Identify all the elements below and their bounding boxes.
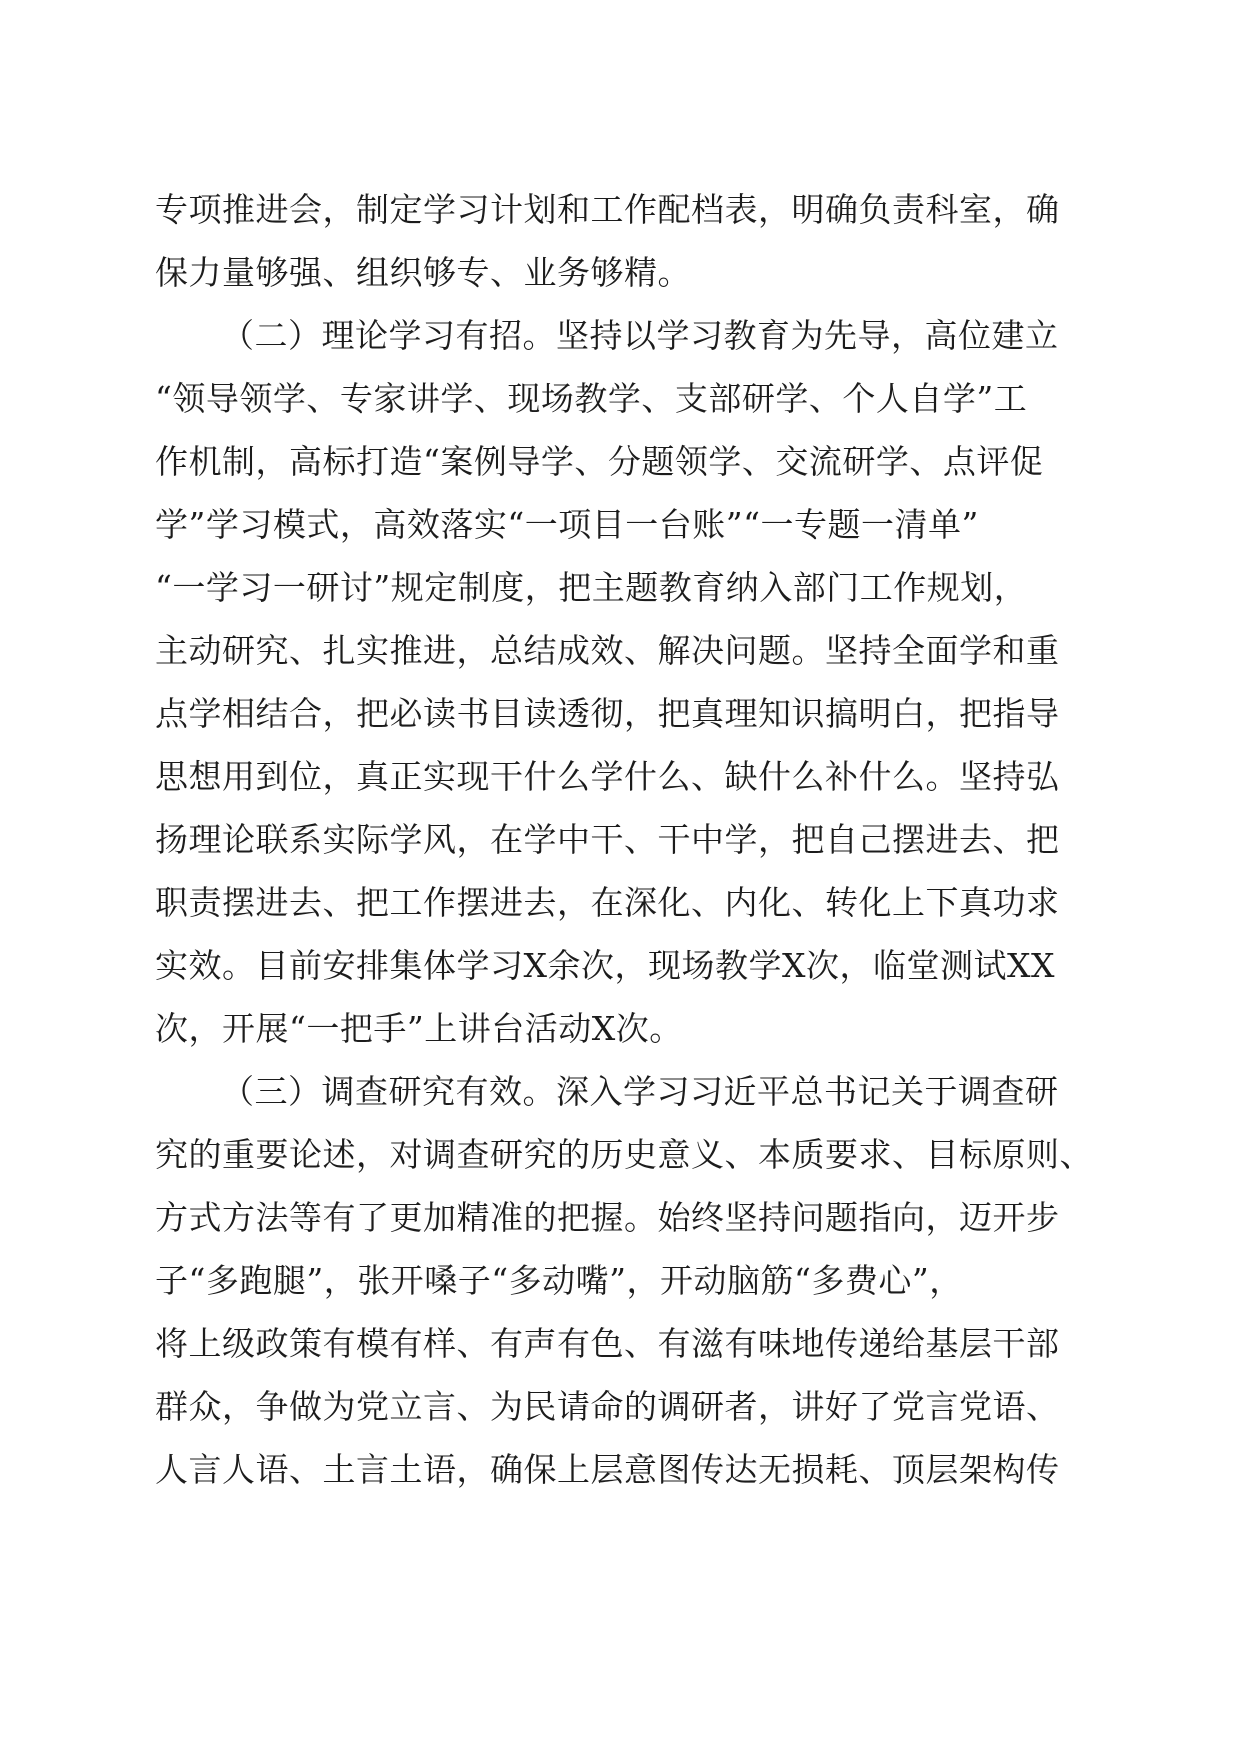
text-line: 专项推进会，制定学习计划和工作配档表，明确负责科室，确 [155,190,1060,229]
body-text [155,188,1095,1511]
text-line: 群众，争做为党立言、为民请命的调研者，讲好了党言党语、 [155,1387,1060,1426]
text-line: 职责摆进去、把工作摆进去，在深化、内化、转化上下真功求 [155,883,1060,922]
text-line: “一学习一研讨”规定制度，把主题教育纳入部门工作规划， [155,568,1028,607]
text-line: 方式方法等有了更加精准的把握。始终坚持问题指向，迈开步 [155,1198,1060,1237]
text-line: 究的重要论述，对调查研究的历史意义、本质要求、目标原则、 [155,1135,1093,1174]
text-line: 子“多跑腿”，张开嗓子“多动嘴”，开动脑筋“多费心”， [155,1261,963,1300]
text-line: 作机制，高标打造“案例导学、分题领学、交流研学、点评促 [155,442,1044,481]
section-heading-line: （二）理论学习有招。坚持以学习教育为先导，高位建立 [221,316,1059,355]
text-line: 主动研究、扎实推进，总结成效、解决问题。坚持全面学和重 [155,631,1060,670]
section-heading-line: （三）调查研究有效。深入学习习近平总书记关于调查研 [221,1072,1059,1111]
text-line: 人言人语、土言土语，确保上层意图传达无损耗、顶层架构传 [155,1450,1060,1489]
text-line: 思想用到位，真正实现干什么学什么、缺什么补什么。坚持弘 [155,757,1060,796]
text-line: 将上级政策有模有样、有声有色、有滋有味地传递给基层干部 [155,1324,1060,1363]
text-line: 次，开展“一把手”上讲台活动X次。 [155,1009,683,1048]
text-line: 实效。目前安排集体学习X余次，现场教学X次，临堂测试XX [155,946,1055,985]
text-line: “领导领学、专家讲学、现场教学、支部研学、个人自学”工 [155,379,1028,418]
text-line: 点学相结合，把必读书目读透彻，把真理知识搞明白，把指导 [155,694,1060,733]
text-line: 保力量够强、组织够专、业务够精。 [155,253,691,292]
text-line: 扬理论联系实际学风，在学中干、干中学，把自己摆进去、把 [155,820,1060,859]
text-line: 学”学习模式，高效落实“一项目一台账”“一专题一清单” [155,505,979,544]
